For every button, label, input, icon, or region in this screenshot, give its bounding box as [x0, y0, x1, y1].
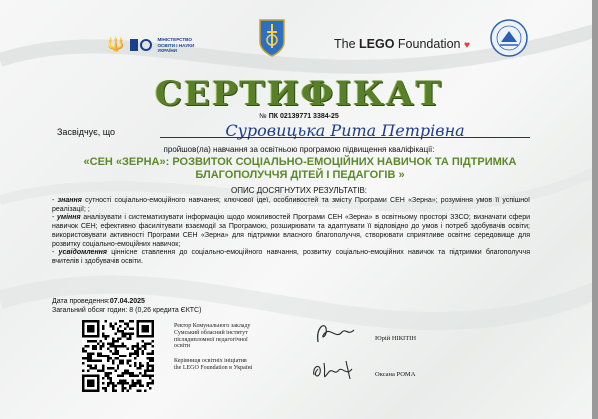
heart-icon: ♥	[463, 40, 470, 51]
certificate-title: СЕРТИФІКАТ	[154, 74, 444, 114]
ministry-name: МІНІСТЕРСТВО ОСВІТИ І НАУКИ УКРАЇНИ	[157, 37, 195, 53]
hours-line: Загальний обсяг годин: 8 (0,26 кредита ЄКТС)	[52, 307, 202, 314]
signature-2	[308, 355, 360, 385]
lego-foundation-logo: The LEGO Foundation ♥	[334, 37, 470, 51]
passed-text: пройшов(ла) навчання за освітньою програмою підвищення кваліфікації:	[163, 145, 435, 154]
outcomes-heading: ОПИС ДОСЯГНУТИХ РЕЗУЛЬТАТІВ:	[230, 186, 368, 195]
institute-seal-icon	[489, 18, 529, 58]
date-line: Дата проведення:07.04.2025	[52, 298, 145, 305]
certificate-number: № ПК 02139771 3384-25	[259, 113, 339, 120]
outcome-item: - усвідомлення ціннісне ставлення до соціально-емоційного навчання, розвитку соціально-емоційних навичок та підтримки благополуччя вчителів і здобувачів освіти.	[52, 249, 530, 265]
mon-mark-icon	[130, 39, 152, 51]
recipient-underline	[160, 137, 530, 138]
outcome-item: - уміння аналізувати і систематизувати інформацію щодо можливостей Програми СЕН «Зерна» в освітньому просторі ЗЗСО; визначати сфери навичок СЕН; ефективно фасилітувати взаємодії за Програмою, розширювати та адаптувати її відповідно до умов і потреб здобувачів освіти; використовувати активності Програми СЕН «Зерна» для підтримки власного благополуччя, створювати сприятливе освітнє середовище для розвитку соціально-емоційних навичок;	[52, 214, 531, 248]
program-title: «СЕН «ЗЕРНА»: РОЗВИТОК СОЦІАЛЬНО-ЕМОЦІЙНИХ НАВИЧОК ТА ПІДТРИМКА БЛАГОПОЛУЧЧЯ ДІТЕЙ І ПЕДАГОГІВ »	[83, 156, 517, 181]
ministry-logo	[107, 37, 194, 54]
signature-1	[310, 318, 356, 348]
recipient-name: Суровицька Рита Петрівна	[225, 121, 465, 140]
signatory-1-title: Ректор Комунального закладу Сумський обласний інститут післядипломної педагогічної освіти	[174, 323, 251, 350]
signatory-2-title: Керівниця освітніх ініціатив the LEGO Foundation в Україні	[174, 358, 253, 371]
signatory-2-name: Оксана РОМА	[375, 371, 416, 378]
qr-code[interactable]	[82, 320, 154, 392]
certify-label: Засвідчує, що	[57, 127, 116, 137]
outcome-item: - знання сутності соціально-емоційного навчання; ключової ідеї, особливостей та змісту Програми СЕН «Зерна»; розуміння умов її успішної реалізації; ;	[52, 197, 530, 213]
sumy-region-crest-icon	[258, 18, 286, 58]
trident-icon: 🔱	[107, 37, 125, 54]
outcomes-list	[52, 197, 530, 267]
page-edge	[592, 0, 598, 419]
course-details	[52, 297, 201, 315]
signatory-1-name: Юрій НІКІТІН	[375, 335, 417, 342]
